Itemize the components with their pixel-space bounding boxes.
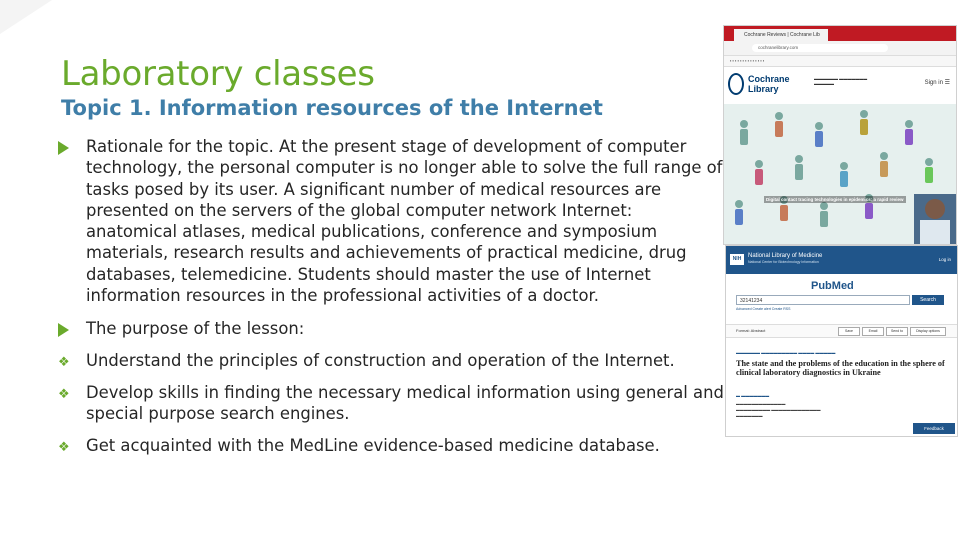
format-label: Format: Abstract [736, 328, 766, 333]
bullet-text: The purpose of the lesson: [86, 319, 305, 338]
corner-decoration [0, 0, 60, 40]
cochrane-hero-illustration [724, 104, 956, 244]
diamond-bullet-icon: ❖ [58, 387, 70, 402]
browser-url-bar [724, 41, 956, 56]
display-options-button: Display options [910, 327, 946, 336]
article-title: The state and the problems of the education in the sphere of clinical laboratory diagnostics in Ukraine [736, 359, 945, 377]
browser-tab: Cochrane Reviews | Cochrane Lib [734, 29, 828, 41]
pubmed-screenshot [725, 245, 958, 437]
bullet-text: Understand the principles of construction and operation of the Internet. [86, 351, 675, 370]
slide-subtitle: Topic 1. Information resources of the Internet [61, 96, 603, 120]
nlm-title: National Library of Medicine [748, 253, 823, 259]
email-button: Email [862, 327, 884, 336]
pubmed-search-links: Advanced Create alert Create RSS [736, 307, 791, 311]
bullet-item [56, 382, 724, 425]
diamond-bullet-icon: ❖ [58, 440, 70, 455]
pubmed-search-button: Search [912, 295, 944, 305]
bookmarks-bar: ▪ ▪ ▪ ▪ ▪ ▪ ▪ ▪ ▪ ▪ ▪ ▪ ▪ ▪ [724, 56, 956, 67]
cochrane-logo-text: Cochrane Library [748, 74, 790, 94]
cochrane-tagline: ▬▬▬▬▬▬ ▬▬▬▬▬▬▬ ▬▬▬▬▬ [814, 76, 868, 86]
nlm-header [726, 246, 957, 274]
journal-citation: ▬▬▬▬▬▬ ▬▬▬▬▬▬▬▬▬ ▬▬▬▬ ▬▬▬▬▬ [736, 350, 836, 355]
send-to-button: Send to [886, 327, 908, 336]
save-button: Save [838, 327, 860, 336]
pubmed-search-input: 32141234 [736, 295, 910, 305]
triangle-bullet-icon [56, 321, 72, 337]
triangle-bullet-icon [56, 139, 72, 155]
article-meta: ▬▬▬▬▬▬▬▬▬▬▬▬▬ ▬▬▬▬▬▬▬▬▬ ▬▬▬▬▬▬▬▬▬▬▬▬▬ ▬▬▬▬▬▬▬ [736, 402, 821, 418]
cochrane-logo-icon [728, 73, 744, 95]
bullet-item [56, 136, 724, 306]
slide-title: Laboratory classes [61, 54, 375, 94]
bullet-item [56, 350, 724, 372]
browser-tab-bar [724, 26, 956, 41]
cochrane-menu: Sign in ☰ [924, 80, 950, 86]
login-link: Log in [938, 257, 951, 262]
nlm-subtitle: National Center for Biotechnology Information [748, 260, 819, 264]
feedback-button: Feedback [913, 423, 955, 434]
url-field: cochranelibrary.com [752, 44, 888, 52]
article-author: ▬ ▬▬▬▬▬▬▬ [736, 393, 770, 398]
hero-caption: Digital contact tracing technologies in epidemics: a rapid review [766, 197, 904, 202]
pubmed-logo: PubMed [811, 280, 854, 292]
bullet-item [56, 318, 724, 340]
cochrane-library-screenshot [723, 25, 957, 245]
bullet-text: Rationale for the topic. At the present stage of development of computer technology, the personal computer is no longer able to solve the full range of tasks posed by its user. A significant number of medical resources are presented on the servers of the global computer network Internet: anatomical atlases, medical publications, conference and symposium materials, research results and achievements of practical medicine, drug databases, telemedicine. Students should master the use of Internet information resources in the professional activities of a doctor. [86, 137, 723, 306]
bullet-text: Develop skills in finding the necessary medical information using general and special purpose search engines. [86, 383, 724, 424]
bullet-item [56, 435, 724, 457]
bullet-list [56, 136, 724, 457]
nlm-logo-icon: NIH [730, 254, 744, 265]
diamond-bullet-icon: ❖ [58, 355, 70, 370]
cochrane-header [724, 67, 956, 106]
bullet-text: Get acquainted with the MedLine evidence-based medicine database. [86, 436, 660, 455]
pubmed-toolbar [726, 324, 957, 338]
